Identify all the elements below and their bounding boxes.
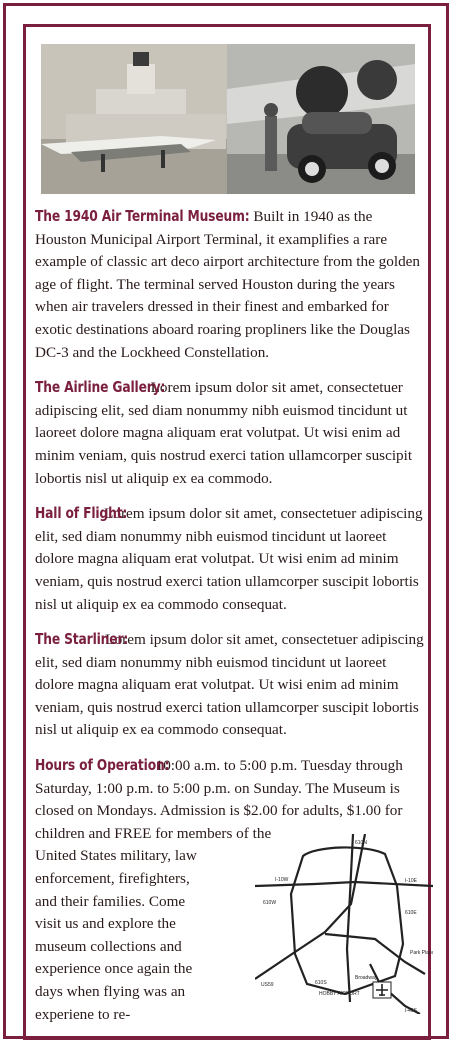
hours-heading: Hours of Operation: [35, 756, 170, 775]
section-text: Built in 1940 as the Houston Municipal Airport Terminal, it examplifies a rare example of classic art deco airport architecture from the golden age of flight. The terminal served Houston during the years when air travelers dressed in their finest and embarked for exotic destinations aboard roaring propliners like the Douglas DC-3 and the Lockheed Constellation. [35, 208, 420, 361]
airplane-icon [373, 982, 391, 998]
photo-strip [41, 44, 415, 194]
terminal-photo [41, 44, 227, 194]
hours-text: 10:00 a.m. to 5:00 p.m. Tuesday through Saturday, 1:00 p.m. to 5:00 p.m. on Sunday. The Museum is closed on Mondays. Admission is $2.00 for adults, $1.00 for children and FREE for members of the [35, 757, 403, 842]
map-label: Broadway [355, 975, 378, 981]
dc3-car-photo [227, 44, 415, 194]
section-text: Lorem ipsum dolor sit amet, consectetuer adipiscing elit, sed diam nonummy nibh euismod tincidunt ut laoreet dolore magna aliquam erat volutpat. Ut wisi enim ad minim veniam, quis nostrud exerci tation ullamcorper suscipit lobortis nisl ut aliquip ex ea commodo consequat. [35, 631, 424, 739]
hours-paragraph [35, 754, 427, 845]
section-heading: The Airline Gallery: [35, 378, 166, 397]
directions-map [255, 834, 433, 1014]
map-label: Park Place [410, 950, 433, 956]
map-label: US59 [261, 982, 274, 988]
map-label: I-45S [405, 1008, 417, 1014]
hours-paragraph-narrow: United States military, law enforcement, firefighters, and their families. Come visit us and explore the museum collections and experience once again the days when flying was an experiene to re- [35, 847, 197, 1023]
map-label: 610N [355, 840, 367, 846]
map-label: I-10E [405, 878, 417, 884]
section-heading: The Starliner: [35, 630, 129, 649]
section-text: Lorem ipsum dolor sit amet, consectetuer adipiscing elit, sed diam nonummy nibh euismod tincidunt ut laoreet dolore magna aliquam erat volutpat. Ut wisi enim ad minim veniam, quis nostrud exerci tation ullamcorper suscipit lobortis nisl ut aliquip ex ea commodo consequat. [35, 505, 423, 613]
map-label: 610S [315, 980, 327, 986]
section-heading: Hall of Flight: [35, 504, 128, 523]
section-text: Lorem ipsum dolor sit amet, consectetuer adipiscing elit, sed diam nonummy nibh euismod tincidunt ut laoreet dolore magna aliquam erat volutpat. Ut wisi enim ad minim veniam, quis nostrud exerci tation ullamcorper suscipit lobortis nisl ut aliquip ex ea commodo. [35, 379, 413, 487]
section-paragraph [35, 628, 427, 742]
section-paragraph [35, 205, 427, 364]
section-paragraph [35, 376, 427, 490]
section-heading: The 1940 Air Terminal Museum: [35, 207, 250, 225]
map-label: 610E [405, 910, 417, 916]
map-label: HOBBY AIRPORT [319, 991, 360, 997]
section-paragraph [35, 502, 427, 616]
map-label: 610W [263, 900, 277, 906]
map-label: I-10W [275, 877, 289, 883]
